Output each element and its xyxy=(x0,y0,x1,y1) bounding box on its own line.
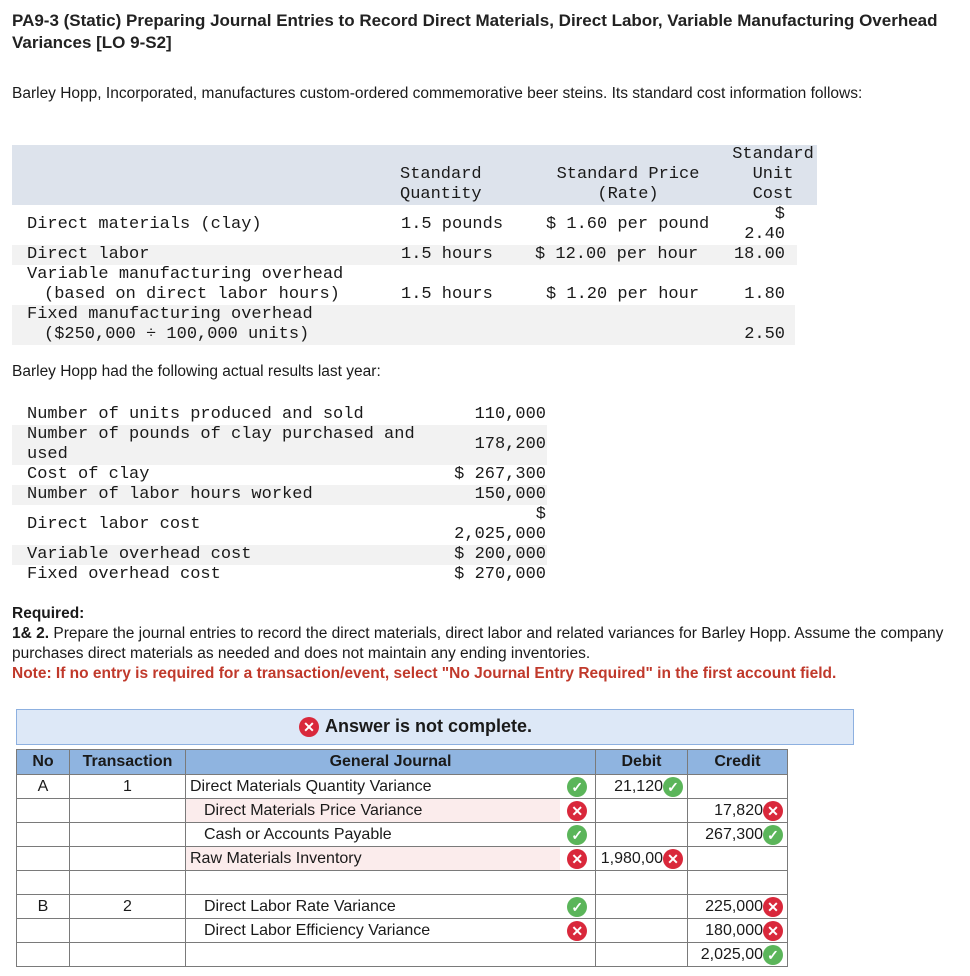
intro-text: Barley Hopp, Incorporated, manufactures custom-ordered commemorative beer steins. Its standard cost information follows: xyxy=(12,85,863,102)
account-field[interactable]: Cash or Accounts Payable xyxy=(186,823,560,847)
correct-check-icon: ✓ xyxy=(567,825,587,845)
row-cost: 1.80 xyxy=(744,285,785,304)
actual-value: 150,000 xyxy=(474,485,546,504)
incorrect-x-icon: ✕ xyxy=(663,849,683,869)
correct-check-icon: ✓ xyxy=(567,897,587,917)
journal-row xyxy=(17,799,788,823)
actual-value: $ 267,300 xyxy=(454,465,546,484)
incorrect-x-icon: ✕ xyxy=(567,921,587,941)
incorrect-x-icon: ✕ xyxy=(763,801,783,821)
row-price: $ 1.60 per pound xyxy=(546,215,710,234)
header-no: No xyxy=(17,750,70,775)
journal-row xyxy=(17,871,788,895)
row-cost: 18.00 xyxy=(733,245,785,264)
actual-value: $ 270,000 xyxy=(454,565,546,584)
credit-field[interactable]: 17,820 ✕ xyxy=(688,799,788,823)
row-label: Direct materials (clay) xyxy=(27,215,262,234)
required-note: Note: If no entry is required for a transaction/event, select "No Journal Entry Required" in the first account field. xyxy=(12,665,837,682)
debit-field[interactable]: 21,120 ✓ xyxy=(596,775,688,799)
credit-field[interactable]: 180,000 ✕ xyxy=(688,919,788,943)
page-title: PA9-3 (Static) Preparing Journal Entries to Record Direct Materials, Direct Labor, Variable Manufacturing Overhead Variances [LO 9-S2] xyxy=(12,11,938,52)
journal-row xyxy=(17,895,788,919)
credit-field[interactable] xyxy=(688,871,788,895)
row-price: $ 1.20 per hour xyxy=(546,285,700,304)
credit-field[interactable] xyxy=(688,847,788,871)
account-field[interactable]: Direct Labor Rate Variance xyxy=(186,895,560,919)
header-price: Standard Price (Rate) xyxy=(556,165,700,204)
header-transaction: Transaction xyxy=(70,750,186,775)
answer-status-text: Answer is not complete. xyxy=(325,716,533,736)
journal-row xyxy=(17,919,788,943)
credit-field[interactable]: 225,000 ✕ xyxy=(688,895,788,919)
credit-field[interactable]: 2,025,00 ✓ xyxy=(688,943,788,967)
row-label: (based on direct labor hours) xyxy=(44,285,340,304)
x-circle-icon: ✕ xyxy=(299,717,319,737)
credit-field[interactable]: 267,300 ✓ xyxy=(688,823,788,847)
row-qty: 1.5 pounds xyxy=(401,215,504,234)
actual-label: Number of pounds of clay purchased and xyxy=(27,425,415,444)
actual-value: 178,200 xyxy=(474,435,546,454)
incorrect-x-icon: ✕ xyxy=(763,897,783,917)
entry-no: B xyxy=(17,895,70,919)
actual-results-intro: Barley Hopp had the following actual results last year: xyxy=(12,363,381,380)
required-heading: Required: xyxy=(12,605,85,622)
row-cost: 2.50 xyxy=(744,325,785,344)
journal-entry-table xyxy=(16,749,788,967)
actual-label: Number of units produced and sold xyxy=(27,405,364,424)
account-field[interactable]: Direct Materials Price Variance xyxy=(186,799,560,823)
required-section xyxy=(12,604,952,684)
account-field[interactable]: Raw Materials Inventory xyxy=(186,847,560,871)
debit-field[interactable] xyxy=(596,823,688,847)
header-general-journal: General Journal xyxy=(186,750,596,775)
header-quantity: Standard Quantity xyxy=(400,165,482,204)
account-field[interactable] xyxy=(186,871,560,895)
correct-check-icon: ✓ xyxy=(763,825,783,845)
header-cost: Standard Unit Cost xyxy=(732,145,814,204)
journal-row xyxy=(17,943,788,967)
transaction-number: 1 xyxy=(70,775,186,799)
transaction-number: 2 xyxy=(70,895,186,919)
account-field[interactable]: Direct Materials Quantity Variance xyxy=(186,775,560,799)
debit-field[interactable] xyxy=(596,799,688,823)
credit-field[interactable] xyxy=(688,775,788,799)
actual-label: Number of labor hours worked xyxy=(27,485,313,504)
correct-check-icon: ✓ xyxy=(763,945,783,965)
actual-label: Fixed overhead cost xyxy=(27,565,221,584)
row-qty: 1.5 hours xyxy=(401,245,493,264)
header-debit: Debit xyxy=(596,750,688,775)
actual-label: used xyxy=(27,445,68,464)
actual-label: Variable overhead cost xyxy=(27,545,252,564)
account-field[interactable] xyxy=(186,943,560,967)
incorrect-x-icon: ✕ xyxy=(567,801,587,821)
account-field[interactable]: Direct Labor Efficiency Variance xyxy=(186,919,560,943)
entry-no: A xyxy=(17,775,70,799)
row-price: $ 12.00 per hour xyxy=(535,245,699,264)
incorrect-x-icon: ✕ xyxy=(763,921,783,941)
required-item-number: 1& 2. xyxy=(12,625,50,642)
actual-label: Cost of clay xyxy=(27,465,150,484)
row-label: Direct labor xyxy=(27,245,150,264)
correct-check-icon: ✓ xyxy=(663,777,683,797)
row-qty: 1.5 hours xyxy=(401,285,493,304)
header-credit: Credit xyxy=(688,750,788,775)
actual-value: $ 200,000 xyxy=(454,545,546,564)
answer-status-banner xyxy=(16,709,854,745)
actual-value: $ 2,025,000 xyxy=(454,505,546,544)
actual-label: Direct labor cost xyxy=(27,515,201,534)
journal-row xyxy=(17,847,788,871)
debit-field[interactable] xyxy=(596,919,688,943)
debit-field[interactable] xyxy=(596,943,688,967)
journal-row xyxy=(17,775,788,799)
debit-field[interactable]: 1,980,00 ✕ xyxy=(596,847,688,871)
journal-row xyxy=(17,823,788,847)
row-label: Fixed manufacturing overhead xyxy=(27,305,313,324)
incorrect-x-icon: ✕ xyxy=(567,849,587,869)
row-label: ($250,000 ÷ 100,000 units) xyxy=(44,325,310,344)
required-text: Prepare the journal entries to record the direct materials, direct labor and related variances for Barley Hopp. Assume the company purchases direct materials as needed and does not maintain any ending inventories. xyxy=(12,625,944,662)
row-label: Variable manufacturing overhead xyxy=(27,265,344,284)
debit-field[interactable] xyxy=(596,895,688,919)
debit-field[interactable] xyxy=(596,871,688,895)
actual-value: 110,000 xyxy=(474,405,546,424)
row-cost: $ 2.40 xyxy=(744,205,785,244)
correct-check-icon: ✓ xyxy=(567,777,587,797)
